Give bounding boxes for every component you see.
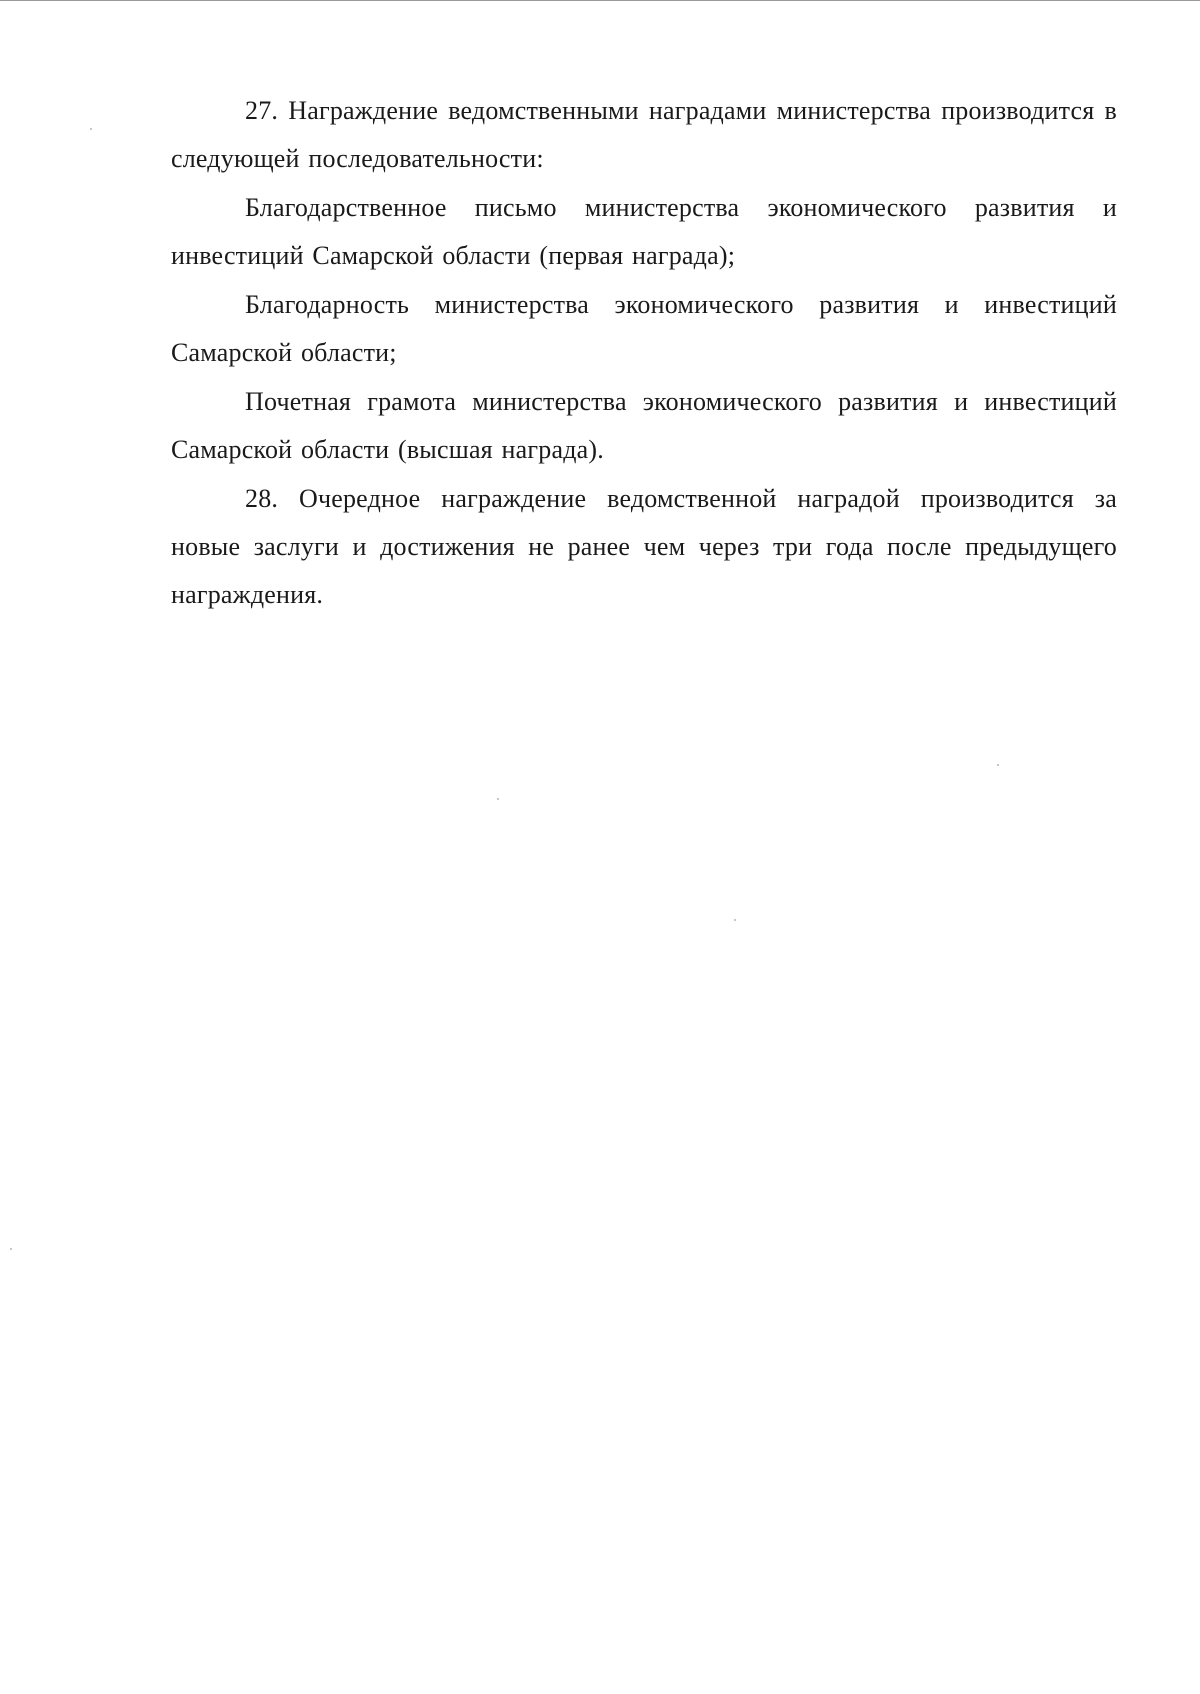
scan-speck xyxy=(90,128,92,130)
paragraph-27-award-order: 27. Награждение ведомственными наградами министерства производится в следующей последовательности: xyxy=(171,96,1117,173)
scan-speck xyxy=(10,1248,12,1250)
document-body xyxy=(171,87,1117,620)
scan-speck xyxy=(734,919,736,921)
paragraph-gratitude: Благодарность министерства экономического развития и инвестиций Самарской области; xyxy=(171,290,1117,367)
scan-speck xyxy=(497,798,499,800)
paragraph-28-repeat-award: 28. Очередное награждение ведомственной наградой производится за новые заслуги и достижения не ранее чем через три года после предыдущего награждения. xyxy=(171,484,1117,609)
paragraph-letter-of-gratitude: Благодарственное письмо министерства экономического развития и инвестиций Самарской области (первая награда); xyxy=(171,193,1117,270)
paragraph-certificate-of-honor: Почетная грамота министерства экономического развития и инвестиций Самарской области (высшая награда). xyxy=(171,387,1117,464)
scan-speck xyxy=(997,764,999,766)
